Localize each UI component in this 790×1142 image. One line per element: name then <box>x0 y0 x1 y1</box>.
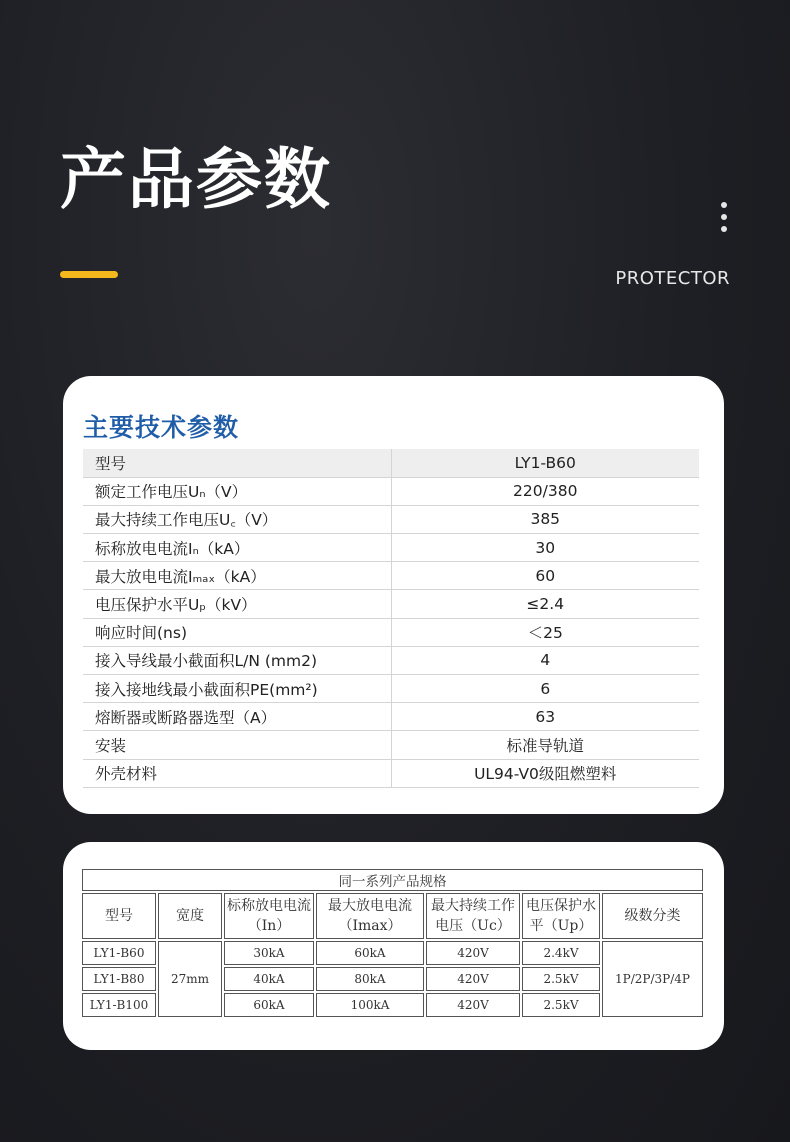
table-row <box>83 477 699 505</box>
model-cell: LY1-B80 <box>82 967 156 991</box>
column-header: 级数分类 <box>602 893 703 939</box>
param-label: 接入导线最小截面积L/N (mm2) <box>83 646 391 674</box>
series-card <box>63 842 724 1050</box>
param-value: ＜25 <box>391 618 699 646</box>
param-value: 6 <box>391 675 699 703</box>
column-header: 最大持续工作电压（Uc） <box>426 893 520 939</box>
column-header: 最大放电电流（Imax） <box>316 893 424 939</box>
param-value: ≤2.4 <box>391 590 699 618</box>
uc-cell: 420V <box>426 993 520 1017</box>
in-cell: 40kA <box>224 967 314 991</box>
column-header: 宽度 <box>158 893 222 939</box>
param-label: 熔断器或断路器选型（A） <box>83 703 391 731</box>
param-value: 220/380 <box>391 477 699 505</box>
table-row <box>83 759 699 787</box>
main-params-card <box>63 376 724 814</box>
column-header: 电压保护水平（Up） <box>522 893 600 939</box>
param-label: 型号 <box>83 449 391 477</box>
table-row <box>83 534 699 562</box>
page-subtitle: PROTECTOR <box>615 268 730 289</box>
param-value: 385 <box>391 505 699 533</box>
param-value: LY1-B60 <box>391 449 699 477</box>
table-row <box>83 646 699 674</box>
table-row <box>83 675 699 703</box>
table-row <box>83 703 699 731</box>
up-cell: 2.5kV <box>522 967 600 991</box>
table-row <box>83 590 699 618</box>
imax-cell: 100kA <box>316 993 424 1017</box>
up-cell: 2.5kV <box>522 993 600 1017</box>
accent-bar <box>60 271 118 278</box>
table-row <box>83 449 699 477</box>
model-cell: LY1-B100 <box>82 993 156 1017</box>
param-label: 接入接地线最小截面积PE(mm²) <box>83 675 391 703</box>
main-params-table <box>83 449 699 788</box>
param-label: 标称放电电流Iₙ（kA） <box>83 534 391 562</box>
param-label: 最大持续工作电压U꜀（V） <box>83 505 391 533</box>
main-params-heading: 主要技术参数 <box>83 413 240 442</box>
param-label: 外壳材料 <box>83 759 391 787</box>
table-row <box>83 562 699 590</box>
up-cell: 2.4kV <box>522 941 600 965</box>
uc-cell: 420V <box>426 967 520 991</box>
table-row <box>83 731 699 759</box>
series-caption: 同一系列产品规格 <box>82 869 703 891</box>
page-title: 产品参数 <box>60 141 332 218</box>
uc-cell: 420V <box>426 941 520 965</box>
column-header: 型号 <box>82 893 156 939</box>
param-label: 额定工作电压Uₙ（V） <box>83 477 391 505</box>
imax-cell: 80kA <box>316 967 424 991</box>
param-label: 电压保护水平Uₚ（kV） <box>83 590 391 618</box>
table-row <box>83 505 699 533</box>
series-table <box>80 867 705 1019</box>
param-value: 标准导轨道 <box>391 731 699 759</box>
param-label: 响应时间(ns) <box>83 618 391 646</box>
param-value: 60 <box>391 562 699 590</box>
more-options-icon[interactable] <box>721 202 731 234</box>
in-cell: 60kA <box>224 993 314 1017</box>
model-cell: LY1-B60 <box>82 941 156 965</box>
param-value: UL94-V0级阻燃塑料 <box>391 759 699 787</box>
param-label: 安装 <box>83 731 391 759</box>
param-value: 4 <box>391 646 699 674</box>
param-value: 30 <box>391 534 699 562</box>
imax-cell: 60kA <box>316 941 424 965</box>
in-cell: 30kA <box>224 941 314 965</box>
param-value: 63 <box>391 703 699 731</box>
table-row <box>83 618 699 646</box>
levels-cell: 1P/2P/3P/4P <box>602 941 703 1017</box>
table-row <box>82 941 703 965</box>
width-cell: 27mm <box>158 941 222 1017</box>
param-label: 最大放电电流Iₘₐₓ（kA） <box>83 562 391 590</box>
column-header: 标称放电电流（In） <box>224 893 314 939</box>
